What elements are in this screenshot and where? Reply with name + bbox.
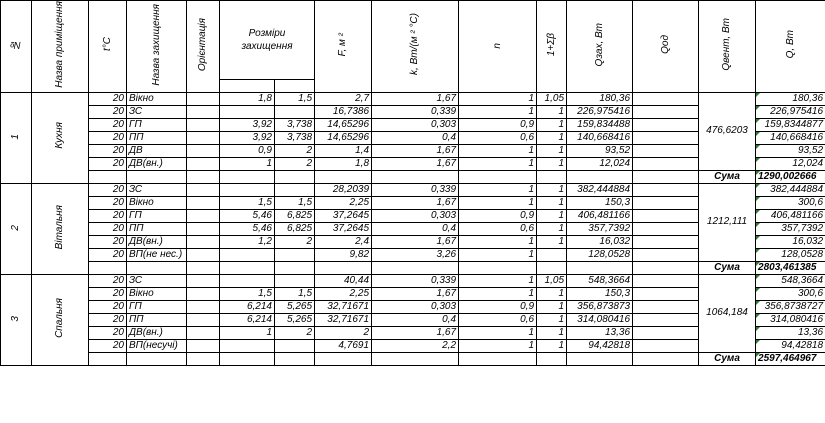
cell-beta[interactable]: 1 (537, 235, 567, 248)
cell-t[interactable]: 20 (89, 287, 127, 300)
empty-cell[interactable] (89, 352, 127, 365)
cell-qod[interactable] (633, 183, 699, 196)
cell-qod[interactable] (633, 248, 699, 261)
table-row (1, 274, 825, 287)
cell-area[interactable]: 37,2645 (315, 209, 372, 222)
cell-orientation[interactable] (187, 105, 220, 118)
empty-cell[interactable] (567, 170, 633, 183)
cell-k[interactable]: 0,303 (372, 209, 459, 222)
empty-cell[interactable] (459, 261, 537, 274)
sum-row (1, 170, 825, 183)
cell-t[interactable]: 20 (89, 118, 127, 131)
cell-b[interactable]: 5,265 (275, 313, 315, 326)
cell-k[interactable]: 1,67 (372, 196, 459, 209)
cell-q[interactable]: 382,444884 (567, 183, 633, 196)
cell-a[interactable]: 5,46 (220, 209, 275, 222)
cell-qod[interactable] (633, 287, 699, 300)
cell-t[interactable]: 20 (89, 248, 127, 261)
sum-value[interactable]: 1290,002666 (756, 170, 825, 183)
sum-label[interactable]: Сума (699, 261, 756, 274)
cell-b[interactable]: 1,5 (275, 287, 315, 300)
cell-k[interactable]: 3,26 (372, 248, 459, 261)
cell-k[interactable]: 1,67 (372, 235, 459, 248)
cell-orientation[interactable] (187, 287, 220, 300)
cell-qtotal[interactable]: 13,36 (756, 326, 825, 339)
cell-area[interactable]: 40,44 (315, 274, 372, 287)
cell-orientation[interactable] (187, 339, 220, 352)
empty-cell[interactable] (567, 261, 633, 274)
cell-k[interactable]: 0,303 (372, 118, 459, 131)
cell-q[interactable]: 406,481166 (567, 209, 633, 222)
cell-t[interactable]: 20 (89, 339, 127, 352)
cell-qtotal[interactable]: 159,8344877 (756, 118, 825, 131)
cell-enclosure[interactable]: ДВ(вн.) (127, 235, 187, 248)
cell-q[interactable]: 357,7392 (567, 222, 633, 235)
cell-orientation[interactable] (187, 131, 220, 144)
cell-n[interactable]: 1 (459, 157, 537, 170)
cell-area[interactable]: 14,65296 (315, 118, 372, 131)
cell-vent[interactable]: 1064,184 (699, 274, 756, 352)
header-size[interactable]: Розміри захищення (220, 1, 315, 80)
empty-cell[interactable] (275, 261, 315, 274)
empty-cell[interactable] (633, 170, 699, 183)
empty-cell[interactable] (315, 170, 372, 183)
cell-a[interactable]: 3,92 (220, 131, 275, 144)
cell-q[interactable]: 128,0528 (567, 248, 633, 261)
cell-t[interactable]: 20 (89, 326, 127, 339)
empty-cell[interactable] (537, 352, 567, 365)
cell-b[interactable]: 6,825 (275, 209, 315, 222)
header-beta[interactable]: 1+Σβ (537, 1, 567, 93)
header-n[interactable]: n (459, 1, 537, 93)
room-number[interactable]: 2 (1, 183, 32, 274)
room-name[interactable]: Вітальня (32, 183, 89, 274)
cell-orientation[interactable] (187, 92, 220, 105)
cell-area[interactable]: 2,4 (315, 235, 372, 248)
cell-a[interactable]: 1,2 (220, 235, 275, 248)
cell-qod[interactable] (633, 235, 699, 248)
cell-t[interactable]: 20 (89, 183, 127, 196)
cell-qod[interactable] (633, 144, 699, 157)
cell-t[interactable]: 20 (89, 105, 127, 118)
cell-enclosure[interactable]: Вікно (127, 287, 187, 300)
cell-qod[interactable] (633, 105, 699, 118)
cell-a[interactable]: 3,92 (220, 118, 275, 131)
cell-qtotal[interactable]: 226,975416 (756, 105, 825, 118)
cell-orientation[interactable] (187, 248, 220, 261)
cell-area[interactable]: 16,7386 (315, 105, 372, 118)
cell-n[interactable]: 1 (459, 196, 537, 209)
cell-qod[interactable] (633, 209, 699, 222)
cell-qod[interactable] (633, 313, 699, 326)
cell-beta[interactable]: 1 (537, 118, 567, 131)
cell-qtotal[interactable]: 180,36 (756, 92, 825, 105)
cell-n[interactable]: 1 (459, 339, 537, 352)
header-qtotal[interactable]: Q, Вт (756, 1, 825, 93)
cell-n[interactable]: 0,9 (459, 118, 537, 131)
cell-area[interactable]: 4,7691 (315, 339, 372, 352)
cell-orientation[interactable] (187, 144, 220, 157)
header-qo[interactable]: Qзах, Вт (567, 1, 633, 93)
header-room[interactable]: Назва приміщення (32, 1, 89, 93)
empty-cell[interactable] (537, 170, 567, 183)
cell-t[interactable]: 20 (89, 313, 127, 326)
cell-q[interactable]: 94,42818 (567, 339, 633, 352)
cell-qod[interactable] (633, 339, 699, 352)
cell-t[interactable]: 20 (89, 300, 127, 313)
cell-t[interactable]: 20 (89, 274, 127, 287)
empty-cell[interactable] (315, 261, 372, 274)
header-t[interactable]: t°С (89, 1, 127, 93)
cell-t[interactable]: 20 (89, 131, 127, 144)
cell-a[interactable] (220, 339, 275, 352)
cell-a[interactable]: 6,214 (220, 300, 275, 313)
cell-enclosure[interactable]: ПП (127, 131, 187, 144)
empty-cell[interactable] (372, 261, 459, 274)
empty-cell[interactable] (220, 261, 275, 274)
cell-b[interactable] (275, 339, 315, 352)
empty-cell[interactable] (537, 261, 567, 274)
cell-a[interactable]: 6,214 (220, 313, 275, 326)
cell-t[interactable]: 20 (89, 235, 127, 248)
empty-cell[interactable] (459, 352, 537, 365)
cell-enclosure[interactable]: ГП (127, 209, 187, 222)
cell-qtotal[interactable]: 357,7392 (756, 222, 825, 235)
cell-k[interactable]: 2,2 (372, 339, 459, 352)
cell-t[interactable]: 20 (89, 157, 127, 170)
cell-area[interactable]: 9,82 (315, 248, 372, 261)
cell-t[interactable]: 20 (89, 92, 127, 105)
cell-k[interactable]: 0,4 (372, 131, 459, 144)
cell-n[interactable]: 1 (459, 105, 537, 118)
cell-vent[interactable]: 476,6203 (699, 92, 756, 170)
cell-q[interactable]: 150,3 (567, 196, 633, 209)
cell-qod[interactable] (633, 274, 699, 287)
empty-cell[interactable] (89, 170, 127, 183)
cell-qtotal[interactable]: 356,8738727 (756, 300, 825, 313)
cell-b[interactable]: 2 (275, 326, 315, 339)
empty-cell[interactable] (275, 170, 315, 183)
empty-cell[interactable] (89, 261, 127, 274)
cell-orientation[interactable] (187, 326, 220, 339)
cell-q[interactable]: 356,873873 (567, 300, 633, 313)
empty-cell[interactable] (220, 170, 275, 183)
cell-qod[interactable] (633, 326, 699, 339)
empty-cell[interactable] (315, 352, 372, 365)
empty-cell[interactable] (633, 261, 699, 274)
cell-orientation[interactable] (187, 222, 220, 235)
cell-b[interactable]: 2 (275, 235, 315, 248)
cell-qod[interactable] (633, 300, 699, 313)
cell-n[interactable]: 1 (459, 183, 537, 196)
cell-t[interactable]: 20 (89, 196, 127, 209)
cell-orientation[interactable] (187, 274, 220, 287)
sum-value[interactable]: 2803,461385 (756, 261, 825, 274)
cell-area[interactable]: 14,65296 (315, 131, 372, 144)
cell-beta[interactable]: 1 (537, 209, 567, 222)
cell-beta[interactable]: 1 (537, 339, 567, 352)
cell-q[interactable]: 159,834488 (567, 118, 633, 131)
empty-cell[interactable] (127, 352, 187, 365)
cell-n[interactable]: 0,9 (459, 209, 537, 222)
cell-qtotal[interactable]: 548,3664 (756, 274, 825, 287)
cell-q[interactable]: 180,36 (567, 92, 633, 105)
cell-beta[interactable]: 1 (537, 222, 567, 235)
cell-orientation[interactable] (187, 209, 220, 222)
cell-n[interactable]: 1 (459, 274, 537, 287)
cell-q[interactable]: 150,3 (567, 287, 633, 300)
header-orientation[interactable]: Орієнтація (187, 1, 220, 93)
cell-a[interactable]: 1 (220, 326, 275, 339)
empty-cell[interactable] (372, 170, 459, 183)
cell-area[interactable]: 1,4 (315, 144, 372, 157)
cell-a[interactable]: 1,5 (220, 287, 275, 300)
cell-t[interactable]: 20 (89, 144, 127, 157)
cell-q[interactable]: 226,975416 (567, 105, 633, 118)
empty-cell[interactable] (127, 261, 187, 274)
table-row (1, 92, 825, 105)
cell-beta[interactable]: 1 (537, 313, 567, 326)
header-qod[interactable]: Qод (633, 1, 699, 93)
header-size-b[interactable] (275, 79, 315, 92)
cell-a[interactable] (220, 248, 275, 261)
cell-n[interactable]: 0,6 (459, 222, 537, 235)
cell-qtotal[interactable]: 382,444884 (756, 183, 825, 196)
cell-beta[interactable]: 1 (537, 287, 567, 300)
cell-b[interactable] (275, 105, 315, 118)
cell-k[interactable]: 1,67 (372, 287, 459, 300)
cell-t[interactable]: 20 (89, 209, 127, 222)
cell-n[interactable]: 1 (459, 248, 537, 261)
cell-orientation[interactable] (187, 196, 220, 209)
cell-b[interactable] (275, 183, 315, 196)
cell-k[interactable]: 0,339 (372, 105, 459, 118)
cell-a[interactable]: 1,5 (220, 196, 275, 209)
cell-enclosure[interactable]: Вікно (127, 196, 187, 209)
header-size-a[interactable] (220, 79, 275, 92)
empty-cell[interactable] (459, 170, 537, 183)
cell-a[interactable]: 5,46 (220, 222, 275, 235)
empty-cell[interactable] (187, 352, 220, 365)
cell-n[interactable]: 1 (459, 92, 537, 105)
cell-q[interactable]: 13,36 (567, 326, 633, 339)
cell-n[interactable]: 1 (459, 287, 537, 300)
cell-qtotal[interactable]: 16,032 (756, 235, 825, 248)
cell-qod[interactable] (633, 196, 699, 209)
cell-k[interactable]: 0,303 (372, 300, 459, 313)
header-enclosure[interactable]: Назва захищення (127, 1, 187, 93)
empty-cell[interactable] (633, 352, 699, 365)
cell-b[interactable]: 5,265 (275, 300, 315, 313)
cell-beta[interactable]: 1 (537, 131, 567, 144)
cell-q[interactable]: 12,024 (567, 157, 633, 170)
cell-orientation[interactable] (187, 118, 220, 131)
cell-orientation[interactable] (187, 300, 220, 313)
cell-enclosure[interactable]: ЗС (127, 105, 187, 118)
cell-enclosure[interactable]: Вікно (127, 92, 187, 105)
cell-enclosure[interactable]: ДВ(вн.) (127, 157, 187, 170)
cell-a[interactable]: 0,9 (220, 144, 275, 157)
cell-k[interactable]: 1,67 (372, 157, 459, 170)
cell-enclosure[interactable]: ВП(несучі) (127, 339, 187, 352)
cell-beta[interactable]: 1 (537, 105, 567, 118)
cell-b[interactable]: 2 (275, 144, 315, 157)
cell-q[interactable]: 140,668416 (567, 131, 633, 144)
cell-qtotal[interactable]: 300,6 (756, 196, 825, 209)
cell-enclosure[interactable]: ДВ (127, 144, 187, 157)
cell-orientation[interactable] (187, 157, 220, 170)
cell-n[interactable]: 1 (459, 326, 537, 339)
cell-k[interactable]: 1,67 (372, 92, 459, 105)
cell-enclosure[interactable]: ВП(не нес.) (127, 248, 187, 261)
cell-t[interactable]: 20 (89, 222, 127, 235)
empty-cell[interactable] (567, 352, 633, 365)
empty-cell[interactable] (127, 170, 187, 183)
empty-cell[interactable] (220, 352, 275, 365)
cell-k[interactable]: 1,67 (372, 144, 459, 157)
cell-k[interactable]: 0,339 (372, 274, 459, 287)
cell-enclosure[interactable]: ДВ(вн.) (127, 326, 187, 339)
cell-qtotal[interactable]: 12,024 (756, 157, 825, 170)
empty-cell[interactable] (275, 352, 315, 365)
cell-vent[interactable]: 1212,111 (699, 183, 756, 261)
header-area[interactable]: F, м ² (315, 1, 372, 93)
cell-q[interactable]: 16,032 (567, 235, 633, 248)
cell-enclosure[interactable]: ПП (127, 222, 187, 235)
cell-qod[interactable] (633, 92, 699, 105)
cell-b[interactable]: 3,738 (275, 131, 315, 144)
cell-beta[interactable]: 1 (537, 157, 567, 170)
room-name[interactable]: Кухня (32, 92, 89, 183)
cell-k[interactable]: 0,4 (372, 313, 459, 326)
cell-a[interactable]: 1,8 (220, 92, 275, 105)
cell-q[interactable]: 314,080416 (567, 313, 633, 326)
header-k[interactable]: k, Вт/(м ² °С) (372, 1, 459, 93)
cell-enclosure[interactable]: ГП (127, 300, 187, 313)
cell-enclosure[interactable]: ЗС (127, 274, 187, 287)
cell-k[interactable]: 1,67 (372, 326, 459, 339)
cell-q[interactable]: 548,3664 (567, 274, 633, 287)
cell-b[interactable]: 1,5 (275, 196, 315, 209)
cell-a[interactable]: 1 (220, 157, 275, 170)
cell-b[interactable]: 6,825 (275, 222, 315, 235)
cell-n[interactable]: 1 (459, 144, 537, 157)
cell-k[interactable]: 0,4 (372, 222, 459, 235)
cell-q[interactable]: 93,52 (567, 144, 633, 157)
cell-enclosure[interactable]: ГП (127, 118, 187, 131)
cell-a[interactable] (220, 274, 275, 287)
cell-k[interactable]: 0,339 (372, 183, 459, 196)
cell-enclosure[interactable]: ЗС (127, 183, 187, 196)
cell-beta[interactable]: 1 (537, 326, 567, 339)
table-row (1, 183, 825, 196)
cell-qtotal[interactable]: 300,6 (756, 287, 825, 300)
header-qvent[interactable]: Qвент, Вт (699, 1, 756, 93)
cell-area[interactable]: 32,71671 (315, 313, 372, 326)
cell-orientation[interactable] (187, 183, 220, 196)
cell-b[interactable] (275, 248, 315, 261)
cell-area[interactable]: 2 (315, 326, 372, 339)
sum-label[interactable]: Сума (699, 352, 756, 365)
room-number[interactable]: 1 (1, 92, 32, 183)
header-num[interactable]: № (1, 1, 32, 93)
cell-orientation[interactable] (187, 313, 220, 326)
cell-a[interactable] (220, 183, 275, 196)
cell-n[interactable]: 0,6 (459, 131, 537, 144)
cell-area[interactable]: 1,8 (315, 157, 372, 170)
cell-beta[interactable]: 1,05 (537, 92, 567, 105)
sum-row (1, 352, 825, 365)
cell-n[interactable]: 0,6 (459, 313, 537, 326)
cell-qod[interactable] (633, 131, 699, 144)
room-name[interactable]: Спальня (32, 274, 89, 365)
cell-area[interactable]: 32,71671 (315, 300, 372, 313)
empty-cell[interactable] (372, 352, 459, 365)
cell-qod[interactable] (633, 222, 699, 235)
cell-area[interactable]: 2,25 (315, 287, 372, 300)
cell-qtotal[interactable]: 128,0528 (756, 248, 825, 261)
cell-b[interactable] (275, 274, 315, 287)
empty-cell[interactable] (187, 261, 220, 274)
sum-label[interactable]: Сума (699, 170, 756, 183)
cell-area[interactable]: 37,2645 (315, 222, 372, 235)
cell-area[interactable]: 2,7 (315, 92, 372, 105)
cell-beta[interactable]: 1 (537, 144, 567, 157)
cell-enclosure[interactable]: ПП (127, 313, 187, 326)
cell-beta[interactable] (537, 248, 567, 261)
empty-cell[interactable] (187, 170, 220, 183)
cell-qod[interactable] (633, 118, 699, 131)
sum-value[interactable]: 2597,464967 (756, 352, 825, 365)
cell-b[interactable]: 1,5 (275, 92, 315, 105)
cell-area[interactable]: 28,2039 (315, 183, 372, 196)
cell-beta[interactable]: 1 (537, 300, 567, 313)
cell-qtotal[interactable]: 94,42818 (756, 339, 825, 352)
sum-row (1, 261, 825, 274)
cell-b[interactable]: 3,738 (275, 118, 315, 131)
cell-b[interactable]: 2 (275, 157, 315, 170)
cell-qtotal[interactable]: 314,080416 (756, 313, 825, 326)
cell-n[interactable]: 1 (459, 235, 537, 248)
cell-beta[interactable]: 1,05 (537, 274, 567, 287)
cell-n[interactable]: 0,9 (459, 300, 537, 313)
room-number[interactable]: 3 (1, 274, 32, 365)
cell-qod[interactable] (633, 157, 699, 170)
cell-qtotal[interactable]: 406,481166 (756, 209, 825, 222)
cell-beta[interactable]: 1 (537, 196, 567, 209)
cell-beta[interactable]: 1 (537, 183, 567, 196)
cell-qtotal[interactable]: 140,668416 (756, 131, 825, 144)
cell-a[interactable] (220, 105, 275, 118)
cell-qtotal[interactable]: 93,52 (756, 144, 825, 157)
cell-area[interactable]: 2,25 (315, 196, 372, 209)
cell-orientation[interactable] (187, 235, 220, 248)
